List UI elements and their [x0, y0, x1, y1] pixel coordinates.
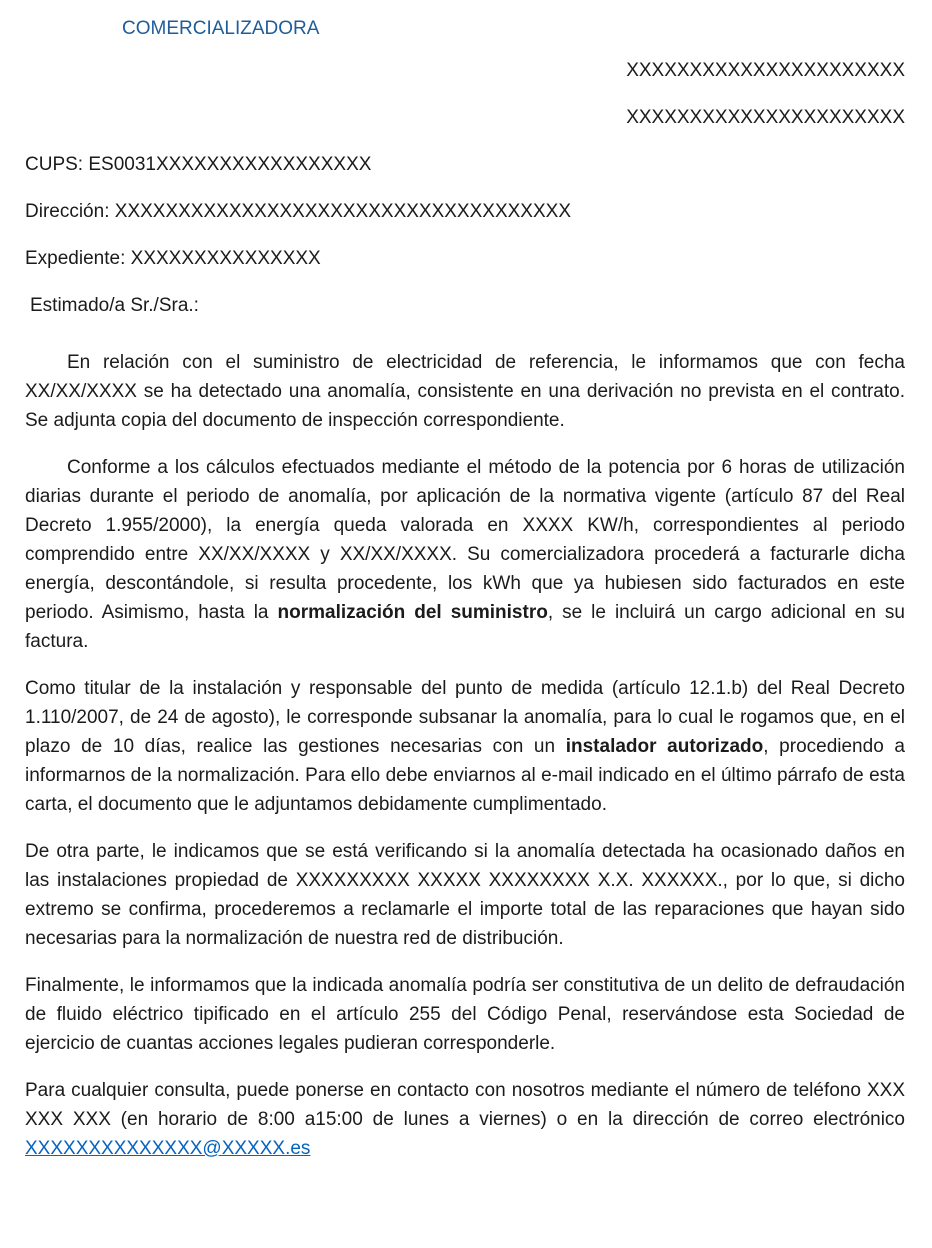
paragraph-owner-obligations-text: Como titular de la instalación y responsable del punto de medida (artículo 12.1.b) del Real Decreto 1.110/2007, de 24 de agosto), le corresponde subsanar la anomalía, para lo cual le rogamos que, en el plazo de 10 días, realice las gestiones necesarias con un: [25, 678, 905, 757]
direccion-field: [25, 197, 905, 226]
paragraph-owner-obligations-tail: , procediendo a informarnos de la normalización. Para ello debe enviarnos al e-mail indicado en el último párrafo de esta carta, el documento que le adjuntamos debidamente cumplimentado.: [25, 736, 905, 815]
company-brand: COMERCIALIZADORA: [122, 18, 320, 39]
recipient-line-1: XXXXXXXXXXXXXXXXXXXXXX: [626, 60, 905, 81]
expediente-field: [25, 244, 905, 273]
paragraph-energy-valuation-text: Conforme a los cálculos efectuados mediante el método de la potencia por 6 horas de utilización diarias durante el periodo de anomalía, por aplicación de la normativa vigente (artículo 87 del Real Decreto 1.955/2000), la energía queda valorada en XXXX KW/h, correspondientes al periodo comprendido entre XX/XX/XXXX y XX/XX/XXXX. Su comercializadora procederá a facturarle dicha energía, descontándole, si resulta procedente, los kWh que ya hubiesen sido facturados en este periodo. Asimismo, hasta la: [25, 457, 905, 623]
cups-field: [25, 150, 905, 179]
cups-value: ES0031XXXXXXXXXXXXXXXXX: [88, 154, 372, 175]
expediente-label: Expediente:: [25, 248, 126, 269]
paragraph-contact-info-text: Para cualquier consulta, puede ponerse en contacto con nosotros mediante el número de teléfono XXX XXX XXX (en horario de 8:00 a15:00 de lunes a viernes) o en la dirección de correo electrónico: [25, 1080, 905, 1130]
cups-label: CUPS:: [25, 154, 84, 175]
direccion-value: XXXXXXXXXXXXXXXXXXXXXXXXXXXXXXXXXXXX: [114, 201, 571, 222]
paragraph-legal-warning: Finalmente, le informamos que la indicada anomalía podría ser constitutiva de un delito de defraudación de fluido eléctrico tipificado en el artículo 255 del Código Penal, reservándose esta Sociedad de ejercicio de cuantas acciones legales pudieran corresponderle.: [25, 975, 905, 1054]
paragraph-energy-valuation: [25, 453, 905, 656]
paragraph-damage-verification: De otra parte, le indicamos que se está verificando si la anomalía detectada ha ocasionado daños en las instalaciones propiedad de XXXXXXXXX XXXXX XXXXXXXX X.X. XXXXXX., por lo que, si dicho extremo se confirma, procederemos a reclamarle el importe total de las reparaciones que hayan sido necesarias para la normalización de nuestra red de distribución.: [25, 841, 905, 949]
direccion-label: Dirección:: [25, 201, 110, 222]
paragraph-anomaly-detected: En relación con el suministro de electricidad de referencia, le informamos que con fecha XX/XX/XXXX se ha detectado una anomalía, consistente en una derivación no prevista en el contrato. Se adjunta copia del documento de inspección correspondiente.: [25, 352, 905, 431]
paragraph-energy-valuation-tail: , se le incluirá un cargo adicional en su factura.: [25, 602, 905, 652]
recipient-line-2: XXXXXXXXXXXXXXXXXXXXXX: [626, 107, 905, 128]
bold-instalador-autorizado: instalador autorizado: [565, 736, 764, 757]
expediente-value: XXXXXXXXXXXXXXX: [130, 248, 321, 269]
salutation: Estimado/a Sr./Sra.:: [30, 295, 199, 316]
contact-email-link[interactable]: XXXXXXXXXXXXXX@XXXXX.es: [25, 1138, 311, 1159]
bold-normalizacion-suministro: normalización del suministro: [277, 602, 548, 623]
paragraph-contact-info: [25, 1076, 905, 1163]
paragraph-owner-obligations: [25, 674, 905, 819]
